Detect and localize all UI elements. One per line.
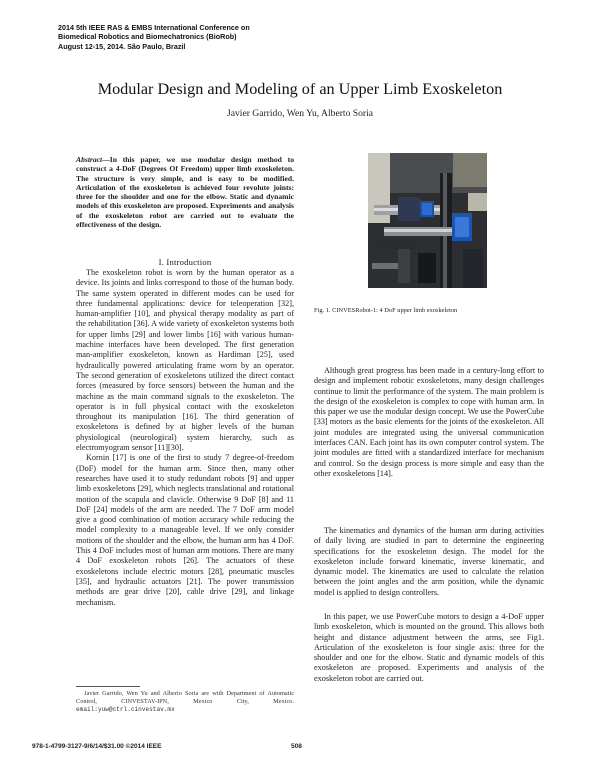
author-affiliation-footnote — [76, 690, 294, 713]
right-column-paragraph-1 — [314, 366, 544, 479]
figure-1-caption: Fig. 1. CINVESRobot-1: 4 DoF upper limb exoskeleton — [314, 307, 458, 314]
abstract — [76, 155, 294, 229]
footnote-email: email:yuw@ctrl.cinvestav.mx — [76, 705, 175, 713]
intro-paragraph-2: Kornin [17] is one of the first to study 7 degree-of-freedom (DoF) model for the human arm. Since then, many other researches have used it to study redundant robots [9] and upper limb exoskeletons [29], which neglects translational and rotational motion of the scapula and clavicle. Otherwise 9 DoF [8] and 11 DoF [24] models of the arm are needed. The 7 DoF arm model give a good combination of motion accuracy while reducing the model complexity to a manageable level. If we only consider motions of the shoulder and the elbow, the human arm has 4 DoF. This 4 DoF includes most of human arm motions. There are many 4 DoF exoskeleton robots [26]. The actuators of these exoskeletons include electric motors [28], pneumatic muscles [35], and hydraulic actuators [21]. The power transmission methods are gear drive [20], cable drive [29], and linkage mechanism. — [76, 453, 294, 607]
right-paragraph-3-text: In this paper, we use PowerCube motors to design a 4-DoF upper limb exoskeleton, which is mounted on the ground. This allows both height and distance adjustment between the arms, see Fig1. Articulation of the exoskeleton is four single axis: three for the shoulder and one for the elbow. Static and dynamic models of this exoskeleton are proposed. Experiments and analysis of the exoskeleton robot are carried out. — [314, 612, 544, 683]
conference-line-2: Biomedical Robotics and Biomechatronics (BioRob) — [58, 32, 237, 42]
footnote-text: Javier Garrido, Wen Yu and Alberto Soria are with Department of Automatic Control, CINVESTAV-IPN, Mexico City, Mexico. — [76, 690, 294, 705]
right-paragraph-2-text: The kinematics and dynamics of the human arm during activities of daily living are studied in part to determine the engineering specifications for the exoskeleton design. The model for the exoskeleton include forward kinematic, inverse kinematic, and dynamic model. The kinematics are used to calculate the relation between the joint angles and the arm position, while the dynamic model is applied to design controllers. — [314, 526, 544, 597]
section-heading-introduction: I. Introduction — [158, 257, 212, 267]
abstract-text: —In this paper, we use modular design method to construct a 4-DoF (Degrees Of Freedom) upper limb exoskeleton. The structure is very simple, and is easy to be modified. Articulation of the exoskeleton is achieved four revolute joints: three for the shoulder and one for the elbow. Static and dynamic models of this exoskeleton are proposed. Experiments and analysis of the exoskeleton robot are carried out to evaluate the effectiveness of the design. — [76, 155, 294, 230]
conference-line-3: August 12-15, 2014. São Paulo, Brazil — [58, 41, 186, 51]
footnote-divider — [76, 686, 140, 687]
right-paragraph-1-text: Although great progress has been made in a century-long effort to design and implement robotic exoskeletons, many design challenges continue to limit the performance of the system. The main problem is the design of the exoskeleton is complex to cope with human arm. In this paper we use the modular design concept. We use the PowerCube [33] motors as the basic elements for the joints of the exoskeleton. All joint modules are integrated using the universal communication interfaces CAN. Each joint has its own computer control system. The joint modules are fitted with a standardized interface for mechanism and control. So the design process is more simple and easy than the other exoskeletons [14]. — [314, 366, 544, 478]
page-number: 508 — [291, 743, 302, 750]
right-column-paragraph-2 — [314, 526, 544, 598]
figure-1-exoskeleton-photo — [368, 153, 487, 288]
footer-isbn: 978-1-4799-3127-9/6/14/$31.00 ©2014 IEEE — [32, 743, 162, 750]
abstract-label: Abstract — [76, 155, 103, 164]
conference-line-1: 2014 5th IEEE RAS & EMBS International Conference on — [58, 23, 250, 32]
paper-title: Modular Design and Modeling of an Upper Limb Exoskeleton — [97, 80, 503, 98]
right-column-paragraph-3 — [314, 612, 544, 684]
intro-paragraph-1: The exoskeleton robot is worn by the human operator as a device. Its joints and links correspond to those of the human body. The same system operated in different modes can be used for three fundamental applications: device for teleoperation [32], human-amplifier [10], and physical therapy modality as part of the rehabilitation [36]. A wide variety of exoskeleton systems both for upper limbs [29] and lower limbs [16] with various human-machine interfaces have been developed. The first generation man-amplifier exoskeleton, known as Hardiman [25], used hydraulically powered articulating frame worn by an operator. The second generation of exoskeletons utilized the direct contact forces (measured by force sensors) between the human and the machine as the main command signals to the exoskeleton. The operator is in full physical contact with the exoskeleton throughout its manipulation [16]. The third generation of exoskeletons is defined by at higher levels of the human physiological (neurological) system hierarchy, such as electromyogram sensor [11][30]. — [76, 268, 294, 453]
conference-header — [58, 23, 250, 51]
introduction-body — [76, 268, 294, 608]
paper-authors: Javier Garrido, Wen Yu, Alberto Soria — [226, 108, 374, 119]
